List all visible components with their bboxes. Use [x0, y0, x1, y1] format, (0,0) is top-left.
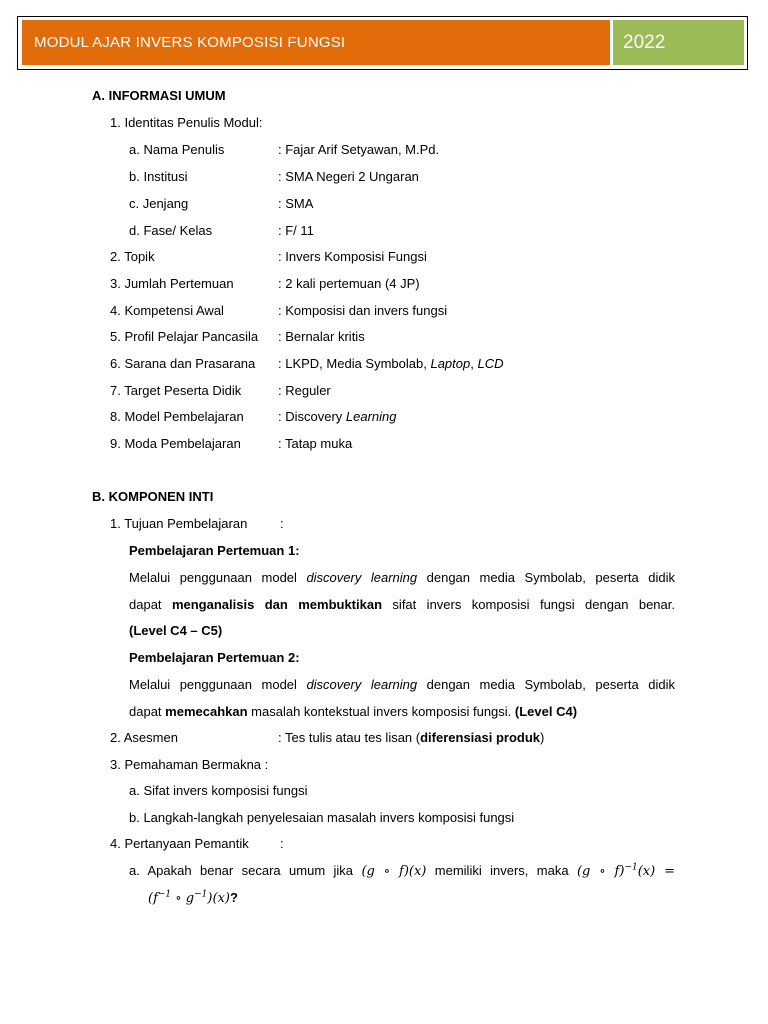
field-label: 5. Profil Pelajar Pancasila [110, 329, 259, 344]
meeting-2-title: Pembelajaran Pertemuan 2: [129, 650, 300, 665]
text: Melalui penggunaan model [129, 677, 307, 692]
value-text: : Discovery [278, 409, 346, 424]
question-line-2 [148, 889, 238, 908]
text: dapat [129, 704, 166, 719]
value-italic: Learning [345, 409, 397, 424]
text-bold: ? [229, 890, 238, 905]
question-line-1 [129, 862, 675, 881]
field-colon: : [280, 516, 284, 531]
field-label: 2. Topik [110, 249, 155, 264]
math-sup: −1 [624, 862, 638, 873]
field-value [278, 355, 503, 373]
list-item: b. Langkah-langkah penyelesaian masalah invers komposisi fungsi [129, 810, 515, 825]
field-value: : Bernalar kritis [278, 329, 365, 344]
field-value: : Tatap muka [278, 436, 353, 451]
field-value [278, 408, 397, 426]
field-value [278, 729, 544, 747]
text-bold: memecahkan [165, 704, 248, 719]
math: (g ∘ f)(x) [361, 864, 427, 879]
field-label: d. Fase/ Kelas [129, 223, 213, 238]
identitas-heading: 1. Identitas Penulis Modul: [110, 115, 263, 130]
field-label: 9. Moda Pembelajaran [110, 436, 241, 451]
text: dengan media Symbolab, peserta didik [417, 570, 675, 585]
meeting-1-title: Pembelajaran Pertemuan 1: [129, 543, 300, 558]
math-sup: −1 [157, 889, 172, 900]
list-item: a. Sifat invers komposisi fungsi [129, 783, 308, 798]
field-value: : Komposisi dan invers fungsi [278, 303, 448, 318]
field-label: a. Nama Penulis [129, 142, 225, 157]
value-text: : LKPD, Media Symbolab, [278, 356, 431, 371]
text: memiliki invers, maka [434, 863, 569, 878]
math-sup: −1 [194, 889, 208, 900]
text: sifat invers komposisi fungsi dengan benar. [382, 597, 675, 612]
text: dengan media Symbolab, peserta didik [417, 677, 675, 692]
meeting-2-line-2 [129, 703, 577, 721]
text: ) [540, 730, 545, 745]
math-part: ∘ g [171, 891, 195, 906]
text-bold: menganalisis dan membuktikan [171, 597, 383, 612]
field-value: : F/ 11 [278, 223, 314, 238]
field-label: 3. Jumlah Pertemuan [110, 276, 234, 291]
math-part: )(x) [207, 891, 230, 906]
field-label: 8. Model Pembelajaran [110, 409, 244, 424]
document-year: 2022 [613, 20, 744, 65]
math-part: (g ∘ f) [576, 864, 625, 879]
text: dapat [129, 597, 172, 612]
section-a-title: A. INFORMASI UMUM [92, 88, 226, 103]
field-label: 7. Target Peserta Didik [110, 383, 242, 398]
field-value: : Reguler [278, 383, 331, 398]
field-colon: : [280, 836, 284, 851]
field-label: b. Institusi [129, 169, 188, 184]
field-label: 6. Sarana dan Prasarana [110, 356, 256, 371]
math [577, 864, 675, 879]
text-italic: discovery learning [306, 570, 418, 585]
text: a. Apakah benar secara umum jika [129, 863, 354, 878]
field-value: : SMA [278, 196, 314, 211]
meeting-1-line-1 [129, 569, 675, 587]
section-b-title: B. KOMPONEN INTI [92, 489, 214, 504]
document-title: MODUL AJAR INVERS KOMPOSISI FUNGSI [22, 20, 610, 65]
field-value: : Invers Komposisi Fungsi [278, 249, 427, 264]
text-bold: diferensiasi produk [420, 730, 541, 745]
pemahaman-heading: 3. Pemahaman Bermakna : [110, 757, 269, 772]
field-label: 4. Pertanyaan Pemantik [110, 836, 249, 851]
field-label: 4. Kompetensi Awal [110, 303, 224, 318]
field-value: : 2 kali pertemuan (4 JP) [278, 276, 420, 291]
meeting-1-line-2 [129, 596, 675, 614]
field-value: : Fajar Arif Setyawan, M.Pd. [278, 142, 440, 157]
meeting-1-level: (Level C4 – C5) [129, 623, 223, 638]
text-italic: discovery learning [306, 677, 418, 692]
value-italic: LCD [477, 356, 504, 371]
field-label: c. Jenjang [129, 196, 189, 211]
text: Melalui penggunaan model [129, 570, 307, 585]
text: masalah kontekstual invers komposisi fungsi. [247, 704, 515, 719]
math-part: (x) = [637, 864, 675, 879]
value-italic: Laptop [430, 356, 471, 371]
field-label: 1. Tujuan Pembelajaran [110, 516, 248, 531]
math [148, 891, 230, 906]
field-label: 2. Asesmen [110, 730, 178, 745]
text-bold: (Level C4) [514, 704, 578, 719]
math-part: (f [148, 891, 158, 906]
text: : Tes tulis atau tes lisan ( [278, 730, 421, 745]
field-value: : SMA Negeri 2 Ungaran [278, 169, 419, 184]
meeting-2-line-1 [129, 676, 675, 694]
value-text: , [470, 356, 478, 371]
